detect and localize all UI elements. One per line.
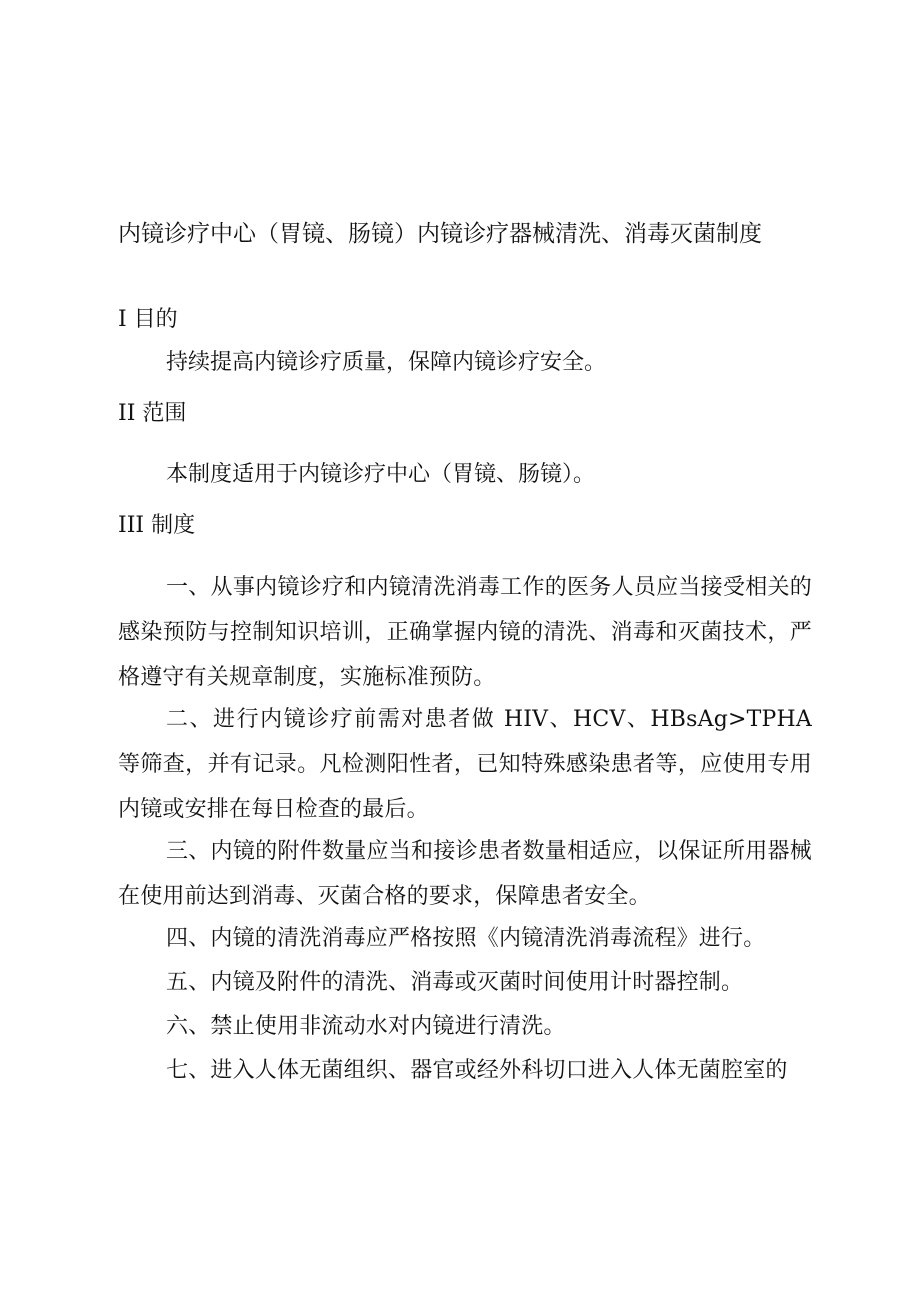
policy-paragraph-3: 三、内镜的附件数量应当和接诊患者数量相适应，以保证所用器械在使用前达到消毒、灭菌合格的要求，保障患者安全。 <box>118 839 812 909</box>
policy-paragraph-4: 四、内镜的清洗消毒应严格按照《内镜清洗消毒流程》进行。 <box>166 926 766 951</box>
section-heading-purpose: I 目的 <box>118 307 178 332</box>
section-body-scope: 本制度适用于内镜诊疗中心（胃镜、肠镜）。 <box>166 462 596 487</box>
section-heading-scope: II 范围 <box>118 401 187 426</box>
section-heading-policy: III 制度 <box>118 513 196 538</box>
document-title: 内镜诊疗中心（胃镜、肠镜）内镜诊疗器械清洗、消毒灭菌制度 <box>118 221 762 247</box>
policy-paragraph-5: 五、内镜及附件的清洗、消毒或灭菌时间使用计时器控制。 <box>166 970 744 995</box>
policy-paragraph-2: 二、进行内镜诊疗前需对患者做 HIV、HCV、HBsAg>TPHA 等筛查，并有记录。凡检测阳性者，已知特殊感染患者等，应使用专用内镜或安排在每日检查的最后。 <box>118 707 812 822</box>
policy-paragraph-1: 一、从事内镜诊疗和内镜清洗消毒工作的医务人员应当接受相关的感染预防与控制知识培训，正确掌握内镜的清洗、消毒和灭菌技术，严格遵守有关规章制度，实施标准预防。 <box>118 575 812 690</box>
policy-paragraph-7: 七、进入人体无菌组织、器官或经外科切口进入人体无菌腔室的 <box>166 1058 788 1083</box>
section-body-purpose: 持续提高内镜诊疗质量，保障内镜诊疗安全。 <box>166 350 607 375</box>
policy-paragraph-6: 六、禁止使用非流动水对内镜进行清洗。 <box>166 1014 566 1039</box>
